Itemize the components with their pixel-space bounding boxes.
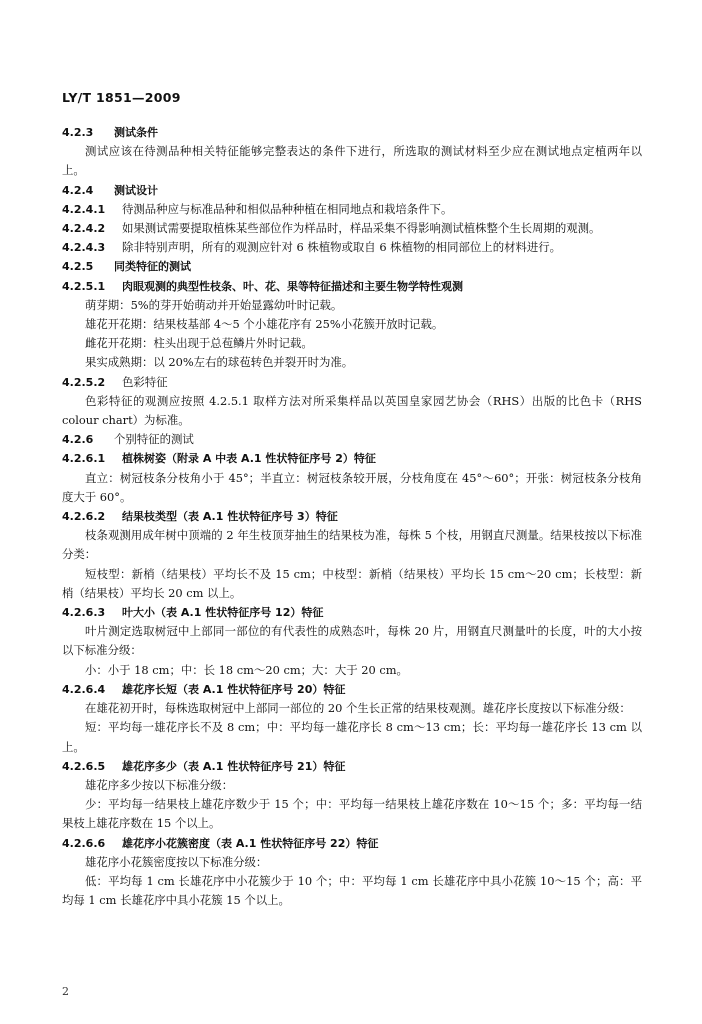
paragraph-4-2-6-2-criteria: 短枝型：新梢（结果枝）平均长不及 15 cm；中枝型：新梢（结果枝）平均长 15 cm～20 cm；长枝型：新梢（结果枝）平均长 20 cm 以上。 [62, 566, 642, 600]
section-number: 4.2.6.5 [62, 759, 106, 773]
paragraph-4-2-6-1: 直立：树冠枝条分枝角小于 45°；半直立：树冠枝条较开展，分枝角度在 45°～60°；开张：树冠枝条分枝角度大于 60°。 [62, 470, 642, 504]
list-item: 雌花开花期：柱头出现于总苞鳞片外时记载。 [85, 336, 313, 351]
section-title: 测试设计 [114, 183, 158, 197]
list-item: 萌芽期：5%的芽开始萌动并开始显露幼叶时记载。 [85, 297, 343, 312]
heading-4-2-3 [62, 123, 642, 142]
section-title: 同类特征的测试 [114, 260, 191, 274]
paragraph-4-2-6-4-criteria: 短：平均每一雄花序长不及 8 cm；中：平均每一雄花序长 8 cm～13 cm；长：平均每一雄花序长 13 cm 以上。 [62, 720, 642, 754]
paragraph-4-2-4-3 [62, 238, 642, 257]
paragraph-4-2-6-5-criteria: 少：平均每一结果枝上雄花序数少于 15 个；中：平均每一结果枝上雄花序数在 10～15 个；多：平均每一结果枝上雄花序数在 15 个以上。 [62, 797, 642, 831]
paragraph-4-2-6-3-criteria: 小：小于 18 cm；中：长 18 cm～20 cm；大：大于 20 cm。 [85, 662, 408, 677]
paragraph-4-2-3: 测试应该在待测品种相关特征能够完整表达的条件下进行，所选取的测试材料至少应在测试地点定植两年以上。 [62, 144, 642, 178]
heading-4-2-6-3 [62, 603, 642, 622]
section-title: 植株树姿（附录 A 中表 A.1 性状特征序号 2）特征 [122, 452, 376, 466]
section-number: 4.2.4.3 [62, 241, 106, 255]
section-title: 雄花序长短（表 A.1 性状特征序号 20）特征 [122, 682, 346, 696]
section-text: 除非特别声明，所有的观测应针对 6 株植物或取自 6 株植物的相同部位上的材料进行。 [122, 240, 562, 255]
section-title: 测试条件 [114, 126, 158, 139]
heading-4-2-6-4 [62, 680, 642, 699]
section-number: 4.2.5.1 [62, 279, 106, 293]
section-number: 4.2.5 [62, 260, 94, 274]
heading-4-2-6-5 [62, 757, 642, 776]
paragraph-4-2-5-2: 色彩特征的观测应按照 4.2.5.1 取样方法对所采集样品以英国皇家园艺协会（RHS）出版的比色卡（RHS colour chart）为标准。 [62, 393, 642, 428]
section-number: 4.2.6.2 [62, 510, 106, 524]
heading-4-2-5-1 [62, 277, 642, 296]
section-number: 4.2.4.1 [62, 202, 106, 216]
heading-4-2-6-2 [62, 507, 642, 526]
section-number: 4.2.6.3 [62, 606, 106, 620]
section-title: 个别特征的测试 [114, 432, 194, 447]
document-body [62, 123, 642, 910]
list-item: 雄花开花期：结果枝基部 4～5 个小雄花序有 25%小花簇开放时记载。 [85, 317, 444, 332]
section-number: 4.2.4 [62, 183, 94, 197]
section-number: 4.2.3 [62, 126, 94, 139]
section-title: 雄花序多少（表 A.1 性状特征序号 21）特征 [122, 759, 346, 773]
paragraph-4-2-6-5: 雄花序多少按以下标准分级： [85, 777, 234, 792]
paragraph-4-2-6-4: 在雄花初开时，每株选取树冠中上部同一部位的 20 个生长正常的结果枝观测。雄花序长度按以下标准分级： [85, 701, 631, 716]
list-item: 果实成熟期：以 20%左右的球苞转色并裂开时为准。 [85, 355, 354, 370]
heading-4-2-5 [62, 257, 642, 276]
section-number: 4.2.6 [62, 433, 94, 447]
paragraph-4-2-6-3: 叶片测定选取树冠中上部同一部位的有代表性的成熟态叶，每株 20 片，用钢直尺测量叶的长度，叶的大小按以下标准分级： [62, 624, 642, 658]
section-title: 结果枝类型（表 A.1 性状特征序号 3）特征 [122, 510, 338, 524]
page-number: 2 [62, 985, 69, 998]
section-number: 4.2.6.1 [62, 452, 106, 466]
section-number: 4.2.4.2 [62, 222, 106, 236]
heading-4-2-5-2 [62, 373, 642, 392]
paragraph-4-2-6-6: 雄花序小花簇密度按以下标准分级： [85, 854, 268, 869]
heading-4-2-6-6 [62, 834, 642, 853]
section-text: 待测品种应与标准品种和相似品种种植在相同地点和栽培条件下。 [122, 201, 453, 216]
section-title: 肉眼观测的典型性枝条、叶、花、果等特征描述和主要生物学特性观测 [122, 279, 463, 293]
section-title: 叶大小（表 A.1 性状特征序号 12）特征 [122, 606, 324, 620]
paragraph-4-2-4-1 [62, 200, 642, 219]
section-title: 色彩特征 [122, 374, 168, 389]
standard-code: LY/T 1851—2009 [62, 90, 181, 105]
section-number: 4.2.6.6 [62, 836, 106, 850]
paragraph-4-2-6-2: 枝条观测用成年树中顶端的 2 年生枝顶芽抽生的结果枝为准，每株 5 个枝，用钢直尺测量。结果枝按以下标准分类： [62, 528, 642, 562]
section-text: 如果测试需要提取植株某些部位作为样品时，样品采集不得影响测试植株整个生长周期的观测。 [122, 221, 601, 236]
section-number: 4.2.5.2 [62, 375, 106, 389]
heading-4-2-6-1 [62, 449, 642, 468]
section-title: 雄花序小花簇密度（表 A.1 性状特征序号 22）特征 [122, 836, 379, 850]
paragraph-4-2-4-2 [62, 219, 642, 238]
heading-4-2-4 [62, 181, 642, 200]
heading-4-2-6 [62, 430, 642, 449]
section-number: 4.2.6.4 [62, 682, 106, 696]
paragraph-4-2-6-6-criteria: 低：平均每 1 cm 长雄花序中小花簇少于 10 个；中：平均每 1 cm 长雄花序中具小花簇 10～15 个；高：平均每 1 cm 长雄花序中具小花簇 15 个以上。 [62, 873, 642, 908]
